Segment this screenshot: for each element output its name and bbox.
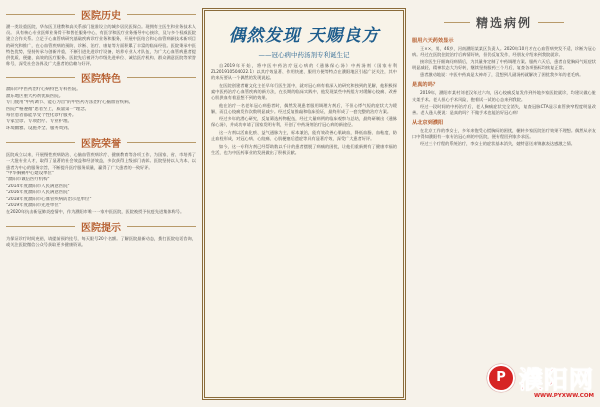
case-paragraph: 2019年，濮阳市某村刘老汉年过六旬，因心绞痛反复发作到外地多家医院就诊，均建议做心脏支架手术。老人担心手术风险，抱着试一试的心态来到我院。 xyxy=(412,90,596,102)
list-item: 濮东地区重大药剂优质医院。 xyxy=(6,93,64,99)
case-body xyxy=(412,90,596,115)
article-body xyxy=(211,63,397,156)
list-item: "2014年度濮阳市人民满意医院" xyxy=(6,183,70,189)
case-paragraph: 接诊医生仔细询问病情后，为其量身定制了中药调理方案。服药六天后，患者自觉胸闷气短症状明显减轻，精神状态大为好转，继续坚持服药三个月后，复查各项指标均恢复正常。 xyxy=(412,59,596,71)
honors-title: 医院荣誉 xyxy=(81,139,121,151)
history-heading xyxy=(6,7,196,22)
features-title: 医院特色 xyxy=(81,74,121,86)
watermark-name: 濮阳网 xyxy=(519,366,594,394)
tips-body: 为保证诊疗时间充裕，请提前预约挂号，每天限号20个名额。了解医院最新动态，拨打医院电话咨询，或关注医院微信公众号获取更多健康资讯。 xyxy=(6,235,196,247)
list-item: "2018年度濮阳市心血管疾病防治示范单位" xyxy=(6,196,92,202)
article-subtitle: ——冠心病中药汤剂专利诞生记 xyxy=(258,51,350,59)
site-logo-icon: P xyxy=(487,364,515,392)
case-title: 服用六天药效显示 xyxy=(412,38,454,44)
case-body xyxy=(412,46,596,78)
divider xyxy=(538,22,564,23)
right-column xyxy=(412,0,596,407)
tips-title: 医院提示 xyxy=(81,222,121,234)
watermark-url: WWW.PYXWW.COM xyxy=(533,393,594,399)
honors-list xyxy=(6,171,196,209)
article-title: 偶然发现 天赐良方 xyxy=(228,26,380,46)
case-paragraph: 在北京工作的李女士，多年来饱受心慌胸闷的困扰，辗转多家医院治疗效果不理想。偶然从亲友口中得知濮阳有一家专治冠心病的中医院，便专程回到家乡求医。 xyxy=(412,127,596,139)
honors-body: 医院成立以来，开展慢性疾病防治、心脑血管疾病诊疗、健康教育等各项工作，为国家、省、市培养了一大批专业人才，取得了显著的社会效益和经济效益，多次获得上级部门表彰。医院坚持以人为本、以患者为中心的服务宗旨，不断提升医疗服务质量，赢得了广大患者的一致好评。 xyxy=(6,152,196,170)
honors-note: 在2020年抗击新冠肺炎疫情中，作为濮阳市唯一一家中医医院，医院被授予抗疫先进集体称号。 xyxy=(6,209,185,215)
feature-article xyxy=(202,8,406,400)
list-item: "2019年度濮阳市先进单位" xyxy=(6,202,61,208)
list-item: 每位患者都能享受个性化诊疗服务。 xyxy=(6,113,77,119)
case-paragraph: 王××，男，46岁，河南濮阳某某区负责人。2020年10月才在心血管病突发不适，诊断为冠心病。经过在医院住院治疗后病情好转，但仍反复发作，经朋友介绍来到我院就诊。 xyxy=(412,46,596,58)
list-item: "中华胸痛中心建设单位" xyxy=(6,170,54,176)
case-paragraph: 经过三个疗程的系统治疗，李女士的症状基本消失，她特意送来锦旗表达感激之情。 xyxy=(420,141,575,147)
cases-title: 精选病例 xyxy=(475,16,532,30)
divider xyxy=(127,14,196,15)
list-item: 专家会诊、专项治疗、专业护理。 xyxy=(6,119,72,125)
article-paragraph: 在医院创建者谢文化主任早年行医生涯中，就对冠心病有着深入的研究和独到的见解，他积极探索中医药治疗心血管疾病的新方法，在长期的临床实践中，他发现某些中药组方对缓解心绞痛、改善心肌供血有着意想不到的效果。 xyxy=(211,82,397,100)
article-paragraph: 这一方剂以活血化瘀、益气通脉为主，标本兼治，能有效改善心肌缺血，降低血脂、血粘度，防止血栓形成，对冠心病、心绞痛、心肌梗塞后遗症等具有显著疗效，深受广大患者好评。 xyxy=(211,129,397,142)
case-title: 是真的吗？ xyxy=(412,82,438,89)
divider xyxy=(444,22,470,23)
article-paragraph: 如今，这一专利方剂已经帮助数以千计的患者摆脱了病痛的困扰，让他们重新拥有了健康幸福的生活，也为中医药事业的发展做出了积极贡献。 xyxy=(211,143,397,155)
case-title: 从北京到濮阳 xyxy=(412,119,444,126)
features-list xyxy=(6,87,196,132)
honors-heading xyxy=(6,135,196,150)
list-item: 濮阳市中医药治疗心病特色专科医院。 xyxy=(6,87,81,93)
list-item: 环境幽雅、设施齐全、服务周到。 xyxy=(6,125,72,131)
left-column xyxy=(6,0,196,407)
divider xyxy=(6,142,75,143)
article-paragraph: 经过多年的潜心研究，反复筛选药物配伍，经过大量病例的临床观察与总结，最终研制出《通脉保心汤》，并成功申请了国家发明专利，开创了中药汤剂治疗冠心病的新途径。 xyxy=(211,116,397,128)
history-body: 濮一类设重医院，华东医卫建教和高关系部门批准设立的城乡居民医保点。现拥有主医生和业务技术人员。 具有核心专业医师业务骨干和普任服务中心，有医学和医疗业务指导中心接诊，及与多个权威医院建立合作关系。立足于心血管病研究基础疾病诊疗业务和服务，开展中医结合和心血管病新技术新项目的研究和推广，在心血管疾病的预防、诊断、治疗、康复等方面积累了丰富的临床经验。医院秉承中医特色优势，坚持传承与创新并重，不断引进先进诊疗设备，培养专业人才队伍，为广大心血管病患者提供优质、便捷、高效的医疗服务。医院先后被评为市级先进单位、诚信医疗机构、群众满意医院等荣誉称号，深受社会各界及广大患者的信赖与好评。 xyxy=(6,24,196,67)
divider xyxy=(127,77,196,78)
features-heading xyxy=(6,70,196,85)
divider xyxy=(127,142,196,143)
case-body xyxy=(412,128,596,147)
watermark-row xyxy=(487,360,594,395)
divider xyxy=(127,226,196,227)
site-watermark xyxy=(487,360,594,399)
list-item: 专门使用"中药调节、能心为旨"的中医药方法治疗心脑血管疾病。 xyxy=(6,100,133,106)
case-paragraph: 患者激动地说：中医中药真是太神奇了，没想到几副汤药就解决了困扰我多年的老毛病。 xyxy=(420,72,584,78)
list-item: 医院严格遵循"患者至上，质量第一"理念。 xyxy=(6,106,90,112)
case-paragraph: 经过一段时间的中药治疗后，老人胸痛症状完全消失，复查冠脉CTA显示血管狭窄程度明显改善。老人逢人便说：是真的吗？不做手术也能治好冠心病！ xyxy=(412,103,596,115)
divider xyxy=(6,14,75,15)
list-item: "濮阳市诚信医疗机构" xyxy=(6,177,50,183)
divider xyxy=(6,226,75,227)
article-paragraph: 自2019年开始，将中医中药治疗冠心病的《通脉保心汤》中药汤剂（国家专利ZL201910504022.1）以其疗效显著、作用快速、服用方便等特点在濮阳地区引起广泛关注，其中的来历要从一个偶然的发现说起。 xyxy=(211,63,397,81)
list-item: "2016年度濮阳市人民满意医院" xyxy=(6,190,70,196)
history-title: 医院历史 xyxy=(81,11,121,22)
cases-heading xyxy=(412,14,596,31)
tips-heading xyxy=(6,219,196,234)
divider xyxy=(6,77,75,78)
article-paragraph: 他在治疗一名老年冠心病患者时，偶然发现患者服用调理方剂后，不但心悸气短的症状大为缓解，而且心绞痛发作次数明显减少。经过反复推敲和临床验证，最终形成了一套完整的治疗方案。 xyxy=(211,102,397,114)
